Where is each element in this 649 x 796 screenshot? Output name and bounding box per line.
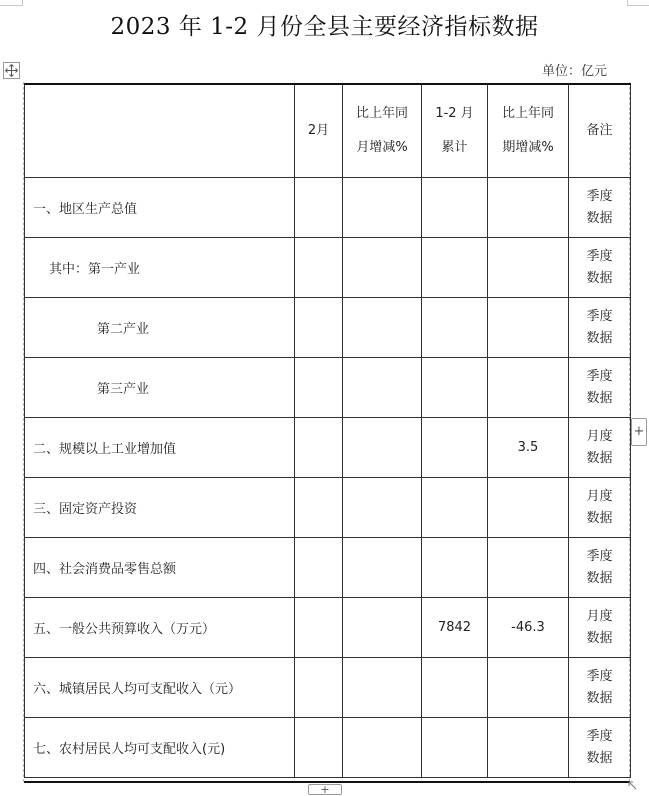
note-line1: 月度	[586, 488, 613, 504]
table-row	[25, 418, 631, 478]
note-line2: 数据	[586, 270, 613, 286]
header-month-yoy-line1: 比上年同	[355, 106, 408, 121]
cell-month-yoy[interactable]	[343, 358, 422, 418]
table-row	[25, 298, 631, 358]
cell-month-yoy[interactable]	[343, 718, 422, 778]
cell-cum-yoy[interactable]: -46.3	[488, 598, 569, 658]
row-label[interactable]: 七、农村居民人均可支配收入(元)	[25, 718, 295, 778]
cell-month[interactable]	[295, 358, 343, 418]
header-note[interactable]: 备注	[569, 84, 631, 178]
cell-month[interactable]	[295, 478, 343, 538]
cell-note[interactable]	[569, 538, 631, 598]
cell-note[interactable]	[569, 298, 631, 358]
cell-cumulative[interactable]	[422, 718, 488, 778]
cell-cum-yoy[interactable]	[488, 178, 569, 238]
header-cumulative[interactable]	[422, 84, 488, 178]
cell-cum-yoy[interactable]	[488, 238, 569, 298]
cell-month[interactable]	[295, 658, 343, 718]
row-label[interactable]: 三、固定资产投资	[25, 478, 295, 538]
page-title: 2023 年 1-2 月份全县主要经济指标数据	[110, 14, 539, 40]
note-line2: 数据	[586, 510, 613, 526]
cell-cumulative[interactable]	[422, 238, 488, 298]
row-label[interactable]: 二、规模以上工业增加值	[25, 418, 295, 478]
page-corner-guide-left	[0, 5, 22, 6]
page-corner-mark-left	[22, 0, 23, 6]
cell-month[interactable]	[295, 598, 343, 658]
cell-note[interactable]	[569, 598, 631, 658]
note-line1: 季度	[586, 548, 613, 564]
table-move-handle[interactable]	[3, 62, 20, 79]
header-cumulative-line2: 累计	[441, 140, 468, 155]
page-corner-guide-right	[627, 5, 649, 6]
row-label[interactable]: 五、一般公共预算收入（万元）	[25, 598, 295, 658]
cell-month-yoy[interactable]	[343, 178, 422, 238]
cell-month[interactable]	[295, 718, 343, 778]
note-line1: 季度	[586, 368, 613, 384]
cell-cumulative[interactable]	[422, 478, 488, 538]
cell-month[interactable]	[295, 238, 343, 298]
header-indicator[interactable]	[25, 84, 295, 178]
header-month[interactable]: 2月	[295, 84, 343, 178]
cell-note[interactable]	[569, 418, 631, 478]
table-row	[25, 658, 631, 718]
table-row	[25, 358, 631, 418]
cell-cumulative[interactable]	[422, 658, 488, 718]
note-line2: 数据	[586, 390, 613, 406]
table-row	[25, 238, 631, 298]
header-cum-yoy-line2: 期增减%	[502, 140, 554, 155]
cell-month-yoy[interactable]	[343, 478, 422, 538]
cell-month-yoy[interactable]	[343, 298, 422, 358]
cell-cumulative[interactable]	[422, 178, 488, 238]
note-line1: 季度	[586, 248, 613, 264]
row-label[interactable]: 第三产业	[25, 358, 295, 418]
cell-month[interactable]	[295, 298, 343, 358]
cell-cum-yoy[interactable]	[488, 298, 569, 358]
table-row	[25, 478, 631, 538]
row-label[interactable]: 其中：第一产业	[25, 238, 295, 298]
cell-note[interactable]	[569, 478, 631, 538]
note-line2: 数据	[586, 570, 613, 586]
note-line1: 季度	[586, 188, 613, 204]
row-label[interactable]: 第二产业	[25, 298, 295, 358]
cell-month-yoy[interactable]	[343, 238, 422, 298]
cell-note[interactable]	[569, 238, 631, 298]
cell-month-yoy[interactable]	[343, 658, 422, 718]
note-line1: 季度	[586, 668, 613, 684]
cell-note[interactable]	[569, 658, 631, 718]
note-line2: 数据	[586, 330, 613, 346]
unit-label: 单位：亿元	[541, 64, 607, 79]
page-corner-mark-right	[627, 0, 628, 6]
cell-cum-yoy[interactable]: 3.5	[488, 418, 569, 478]
note-line2: 数据	[586, 210, 613, 226]
cell-cumulative[interactable]	[422, 418, 488, 478]
cell-month-yoy[interactable]	[343, 538, 422, 598]
note-line1: 月度	[586, 608, 613, 624]
table-row	[25, 598, 631, 658]
cell-month[interactable]	[295, 178, 343, 238]
note-line2: 数据	[586, 690, 613, 706]
note-line2: 数据	[586, 450, 613, 466]
note-line2: 数据	[586, 750, 613, 766]
table-row	[25, 538, 631, 598]
cell-month[interactable]	[295, 538, 343, 598]
cell-cum-yoy[interactable]	[488, 358, 569, 418]
cell-note[interactable]	[569, 358, 631, 418]
row-label[interactable]: 六、城镇居民人均可支配收入（元）	[25, 658, 295, 718]
cell-cumulative[interactable]: 7842	[422, 598, 488, 658]
header-row	[25, 84, 631, 178]
cell-cum-yoy[interactable]	[488, 718, 569, 778]
header-cumulative-line1: 1-2 月	[435, 106, 474, 121]
add-column-button[interactable]: +	[631, 418, 647, 446]
row-label[interactable]: 一、地区生产总值	[25, 178, 295, 238]
add-row-button[interactable]: +	[308, 784, 342, 795]
cell-cum-yoy[interactable]	[488, 478, 569, 538]
cell-month[interactable]	[295, 418, 343, 478]
header-cum-yoy-line1: 比上年同	[501, 106, 554, 121]
indicator-table	[24, 83, 631, 778]
cell-note[interactable]	[569, 178, 631, 238]
note-line1: 季度	[586, 728, 613, 744]
cell-cumulative[interactable]	[422, 298, 488, 358]
cell-cumulative[interactable]	[422, 538, 488, 598]
cell-cum-yoy[interactable]	[488, 538, 569, 598]
note-line1: 季度	[586, 308, 613, 324]
table-row	[25, 718, 631, 778]
header-month-yoy-line2: 月增减%	[356, 140, 408, 155]
cell-cum-yoy[interactable]	[488, 658, 569, 718]
table-row	[25, 178, 631, 238]
move-icon	[5, 64, 18, 77]
header-cum-yoy[interactable]	[488, 84, 569, 178]
cell-note[interactable]	[569, 718, 631, 778]
cell-month-yoy[interactable]	[343, 418, 422, 478]
row-label[interactable]: 四、社会消费品零售总额	[25, 538, 295, 598]
cell-month-yoy[interactable]	[343, 598, 422, 658]
cell-cumulative[interactable]	[422, 358, 488, 418]
table-resize-icon[interactable]	[628, 781, 638, 791]
note-line1: 月度	[586, 428, 613, 444]
header-month-yoy[interactable]	[343, 84, 422, 178]
note-line2: 数据	[586, 630, 613, 646]
